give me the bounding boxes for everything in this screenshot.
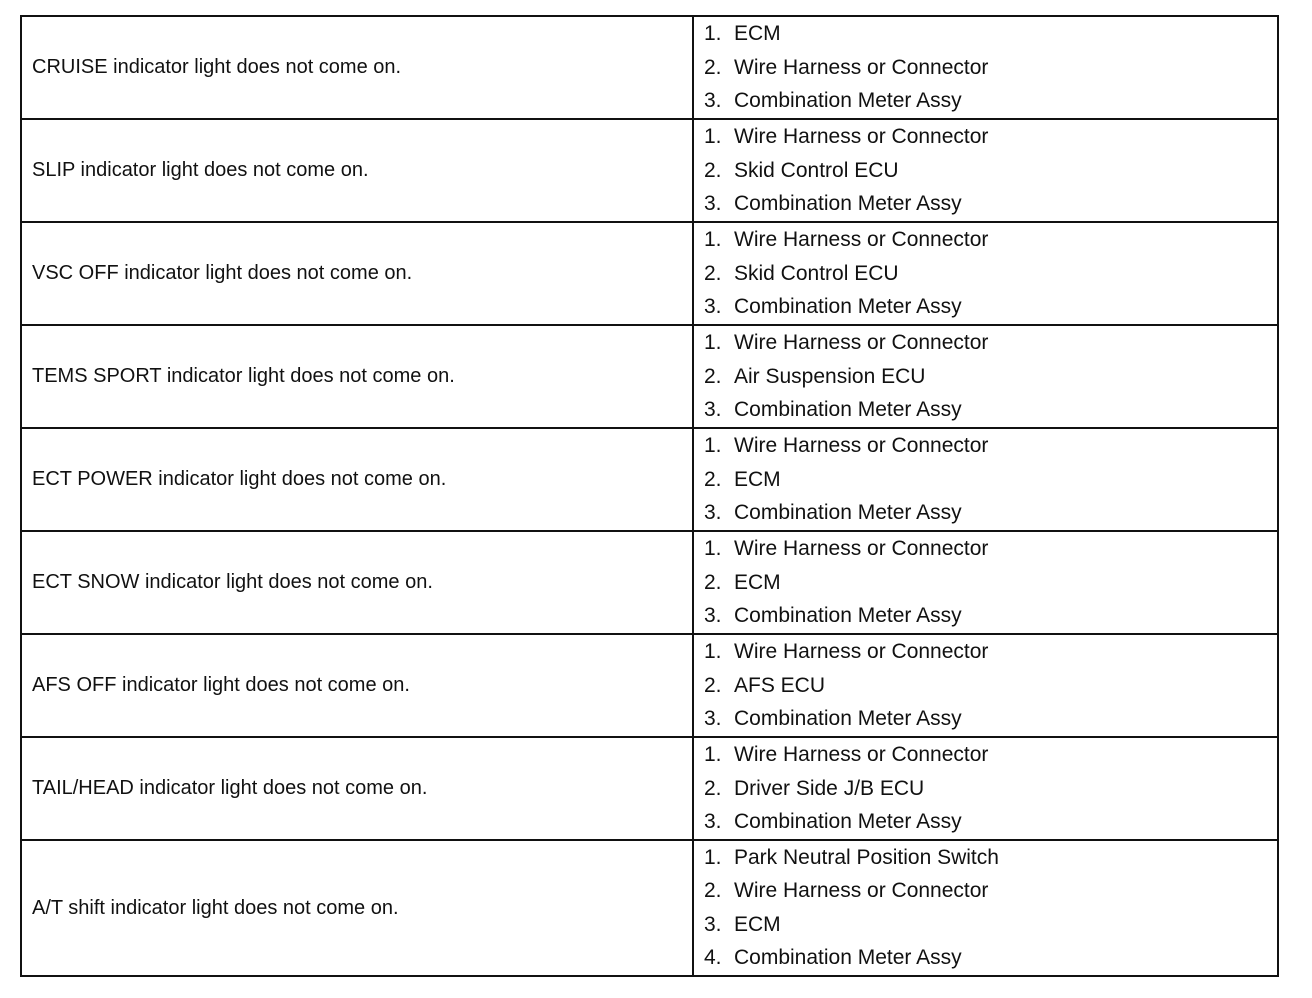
- symptom-cell: A/T shift indicator light does not come on.: [21, 840, 693, 976]
- symptom-cell: SLIP indicator light does not come on.: [21, 119, 693, 222]
- part-name: Wire Harness or Connector: [734, 743, 989, 767]
- suspect-part-item: [694, 257, 1277, 290]
- part-number: 1.: [704, 434, 722, 458]
- part-number: 3.: [704, 706, 722, 730]
- suspect-part-item: [694, 430, 1277, 463]
- part-name: Combination Meter Assy: [734, 294, 962, 318]
- part-number: 3.: [704, 191, 722, 215]
- suspect-part-item: [694, 463, 1277, 496]
- part-name: ECM: [734, 570, 781, 594]
- part-name: Wire Harness or Connector: [734, 331, 989, 355]
- part-number: 1.: [704, 846, 722, 870]
- part-name: Skid Control ECU: [734, 261, 899, 285]
- suspect-part-item: [694, 290, 1277, 323]
- part-name: Combination Meter Assy: [734, 603, 962, 627]
- part-name: ECM: [734, 467, 781, 491]
- part-number: 2.: [704, 776, 722, 800]
- suspect-parts-cell: [693, 840, 1278, 976]
- suspect-parts-cell: [693, 634, 1278, 737]
- part-name: Wire Harness or Connector: [734, 537, 989, 561]
- table-row: [21, 119, 1278, 222]
- suspect-parts-cell: [693, 325, 1278, 428]
- part-name: Combination Meter Assy: [734, 397, 962, 421]
- suspect-part-item: [694, 842, 1277, 875]
- suspect-part-item: [694, 327, 1277, 360]
- part-name: Skid Control ECU: [734, 158, 899, 182]
- suspect-part-item: [694, 702, 1277, 735]
- suspect-part-item: [694, 121, 1277, 154]
- suspect-part-item: [694, 941, 1277, 974]
- part-number: 3.: [704, 603, 722, 627]
- part-number: 3.: [704, 809, 722, 833]
- part-number: 4.: [704, 945, 722, 969]
- symptom-cell: TEMS SPORT indicator light does not come on.: [21, 325, 693, 428]
- symptom-cell: VSC OFF indicator light does not come on.: [21, 222, 693, 325]
- part-name: Wire Harness or Connector: [734, 434, 989, 458]
- troubleshooting-table: [20, 15, 1279, 977]
- suspect-parts-cell: [693, 222, 1278, 325]
- suspect-part-item: [694, 360, 1277, 393]
- symptom-cell: CRUISE indicator light does not come on.: [21, 16, 693, 119]
- part-name: Air Suspension ECU: [734, 364, 926, 388]
- part-name: Wire Harness or Connector: [734, 228, 989, 252]
- suspect-part-item: [694, 805, 1277, 838]
- part-number: 2.: [704, 261, 722, 285]
- part-number: 1.: [704, 743, 722, 767]
- part-number: 2.: [704, 879, 722, 903]
- table-row: [21, 222, 1278, 325]
- part-number: 2.: [704, 55, 722, 79]
- table-row: [21, 737, 1278, 840]
- suspect-part-item: [694, 772, 1277, 805]
- symptom-cell: AFS OFF indicator light does not come on.: [21, 634, 693, 737]
- suspect-part-item: [694, 154, 1277, 187]
- part-name: Park Neutral Position Switch: [734, 846, 999, 870]
- suspect-part-item: [694, 908, 1277, 941]
- part-number: 3.: [704, 912, 722, 936]
- table-row: [21, 325, 1278, 428]
- symptom-cell: ECT POWER indicator light does not come on.: [21, 428, 693, 531]
- table-row: [21, 531, 1278, 634]
- part-name: Combination Meter Assy: [734, 945, 962, 969]
- suspect-part-item: [694, 18, 1277, 51]
- part-name: Combination Meter Assy: [734, 88, 962, 112]
- suspect-part-item: [694, 739, 1277, 772]
- part-number: 2.: [704, 673, 722, 697]
- part-number: 3.: [704, 397, 722, 421]
- table-row: [21, 634, 1278, 737]
- suspect-part-item: [694, 224, 1277, 257]
- suspect-parts-cell: [693, 119, 1278, 222]
- part-number: 3.: [704, 88, 722, 112]
- part-number: 1.: [704, 228, 722, 252]
- part-name: Combination Meter Assy: [734, 809, 962, 833]
- part-name: Wire Harness or Connector: [734, 125, 989, 149]
- part-name: Combination Meter Assy: [734, 191, 962, 215]
- suspect-part-item: [694, 669, 1277, 702]
- suspect-part-item: [694, 533, 1277, 566]
- part-name: ECM: [734, 22, 781, 46]
- part-number: 1.: [704, 22, 722, 46]
- table-row: [21, 16, 1278, 119]
- part-name: AFS ECU: [734, 673, 826, 697]
- table-row: [21, 840, 1278, 976]
- symptom-cell: ECT SNOW indicator light does not come on.: [21, 531, 693, 634]
- part-number: 1.: [704, 640, 722, 664]
- suspect-parts-cell: [693, 16, 1278, 119]
- suspect-part-item: [694, 636, 1277, 669]
- suspect-part-item: [694, 496, 1277, 529]
- part-number: 2.: [704, 364, 722, 388]
- part-number: 1.: [704, 331, 722, 355]
- part-name: Combination Meter Assy: [734, 500, 962, 524]
- suspect-part-item: [694, 566, 1277, 599]
- suspect-part-item: [694, 393, 1277, 426]
- symptom-cell: TAIL/HEAD indicator light does not come on.: [21, 737, 693, 840]
- part-number: 2.: [704, 570, 722, 594]
- part-number: 2.: [704, 467, 722, 491]
- table-row: [21, 428, 1278, 531]
- suspect-parts-cell: [693, 531, 1278, 634]
- part-name: Combination Meter Assy: [734, 706, 962, 730]
- part-number: 1.: [704, 125, 722, 149]
- part-number: 2.: [704, 158, 722, 182]
- part-name: Wire Harness or Connector: [734, 640, 989, 664]
- part-number: 3.: [704, 500, 722, 524]
- part-number: 3.: [704, 294, 722, 318]
- suspect-part-item: [694, 599, 1277, 632]
- table-body: [21, 16, 1278, 976]
- suspect-part-item: [694, 875, 1277, 908]
- part-name: Wire Harness or Connector: [734, 879, 989, 903]
- suspect-parts-cell: [693, 737, 1278, 840]
- suspect-parts-cell: [693, 428, 1278, 531]
- part-name: Wire Harness or Connector: [734, 55, 989, 79]
- suspect-part-item: [694, 84, 1277, 117]
- suspect-part-item: [694, 187, 1277, 220]
- part-name: Driver Side J/B ECU: [734, 776, 925, 800]
- part-name: ECM: [734, 912, 781, 936]
- suspect-part-item: [694, 51, 1277, 84]
- part-number: 1.: [704, 537, 722, 561]
